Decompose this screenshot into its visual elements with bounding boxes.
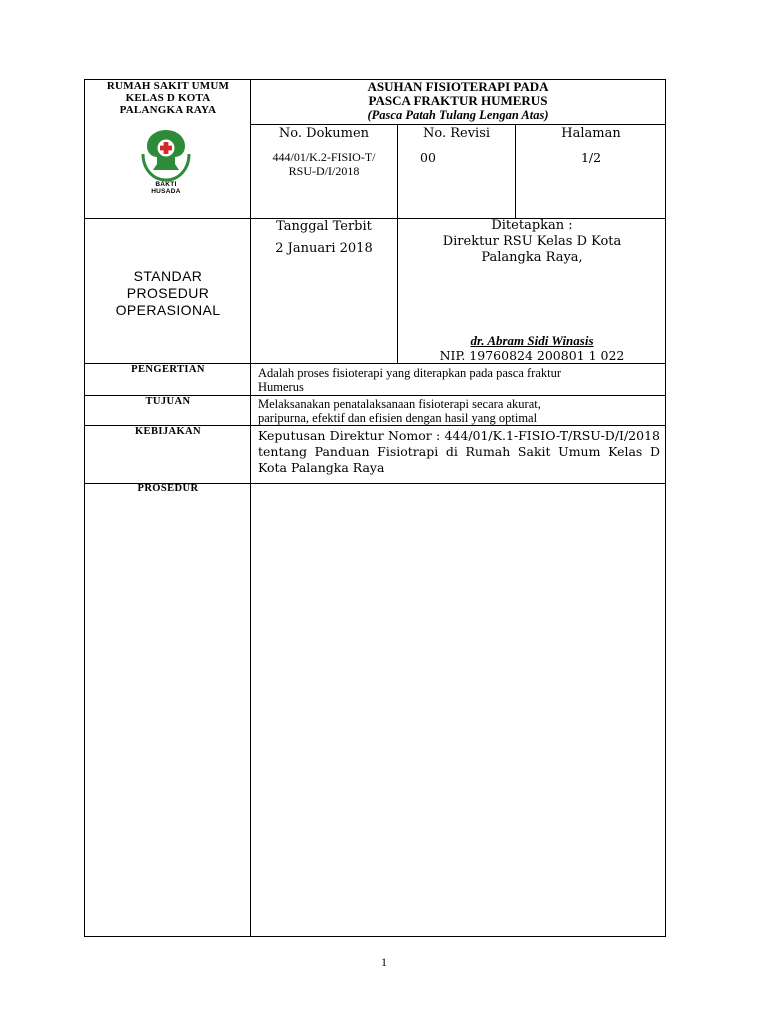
pengertian-label: PENGERTIAN bbox=[131, 364, 205, 375]
revision-label: No. Revisi bbox=[422, 126, 491, 141]
issue-date-value: 2 Januari 2018 bbox=[275, 241, 373, 256]
sop-title-line-1: STANDAR bbox=[133, 268, 203, 284]
established-by-line-2: Palangka Raya, bbox=[481, 250, 583, 265]
established-by-line-1: Direktur RSU Kelas D Kota bbox=[442, 234, 622, 249]
hospital-name: RUMAH SAKIT UMUM KELAS D KOTA PALANGKA RAYA bbox=[106, 80, 230, 116]
established-block bbox=[398, 218, 666, 266]
pengertian-line-2: Humerus bbox=[258, 380, 304, 394]
title-line-2: PASCA FRAKTUR HUMERUS bbox=[368, 93, 548, 108]
sop-title-line-3: OPERASIONAL bbox=[115, 302, 221, 318]
doc-number-value bbox=[252, 150, 396, 178]
tujuan-text bbox=[258, 397, 662, 425]
doc-number-label: No. Dokumen bbox=[278, 126, 370, 141]
page-label: Halaman bbox=[561, 126, 621, 141]
title-line-1: ASUHAN FISIOTERAPI PADA bbox=[367, 79, 549, 94]
pengertian-text bbox=[258, 366, 662, 394]
sop-title bbox=[86, 268, 250, 319]
sop-document-table bbox=[84, 79, 666, 937]
logo-caption: BAKTI HUSADA bbox=[151, 181, 181, 195]
signatory-name: dr. Abram Sidi Winasis bbox=[470, 333, 594, 348]
revision-value: 00 bbox=[420, 150, 436, 165]
tujuan-line-2: paripurna, efektif dan efisien dengan hasil yang optimal bbox=[258, 411, 538, 425]
page-value: 1/2 bbox=[580, 150, 602, 165]
vertical-divider-left-column bbox=[250, 80, 251, 936]
issue-date-label: Tanggal Terbit bbox=[276, 219, 372, 234]
signatory-nip: NIP. 19760824 200801 1 022 bbox=[439, 348, 625, 363]
prosedur-label: PROSEDUR bbox=[137, 483, 199, 494]
sop-title-line-2: PROSEDUR bbox=[126, 285, 210, 301]
header-title-bottom-rule bbox=[251, 124, 666, 125]
doc-number-line-2: RSU-D/I/2018 bbox=[288, 164, 360, 178]
tujuan-line-1: Melaksanakan penatalaksanaan fisioterapi secara akurat, bbox=[258, 397, 541, 411]
established-label: Ditetapkan : bbox=[491, 218, 573, 233]
kebijakan-label: KEBIJAKAN bbox=[134, 426, 202, 437]
kebijakan-text: Keputusan Direktur Nomor : 444/01/K.1-FISIO-T/RSU-D/I/2018 tentang Panduan Fisiotrapi di Rumah Sakit Umum Kelas D Kota Palangka Raya bbox=[258, 428, 660, 475]
pengertian-line-1: Adalah proses fisioterapi yang diterapkan pada pasca fraktur bbox=[258, 366, 562, 380]
logo-emblem bbox=[143, 130, 189, 182]
tujuan-label: TUJUAN bbox=[145, 396, 191, 407]
title-subtitle: (Pasca Patah Tulang Lengan Atas) bbox=[367, 108, 549, 122]
bakti-husada-logo bbox=[133, 124, 199, 188]
doc-number-line-1: 444/01/K.2-FISIO-T/ bbox=[272, 150, 376, 164]
document-title bbox=[252, 80, 664, 122]
footer-page-number: 1 bbox=[381, 955, 387, 969]
